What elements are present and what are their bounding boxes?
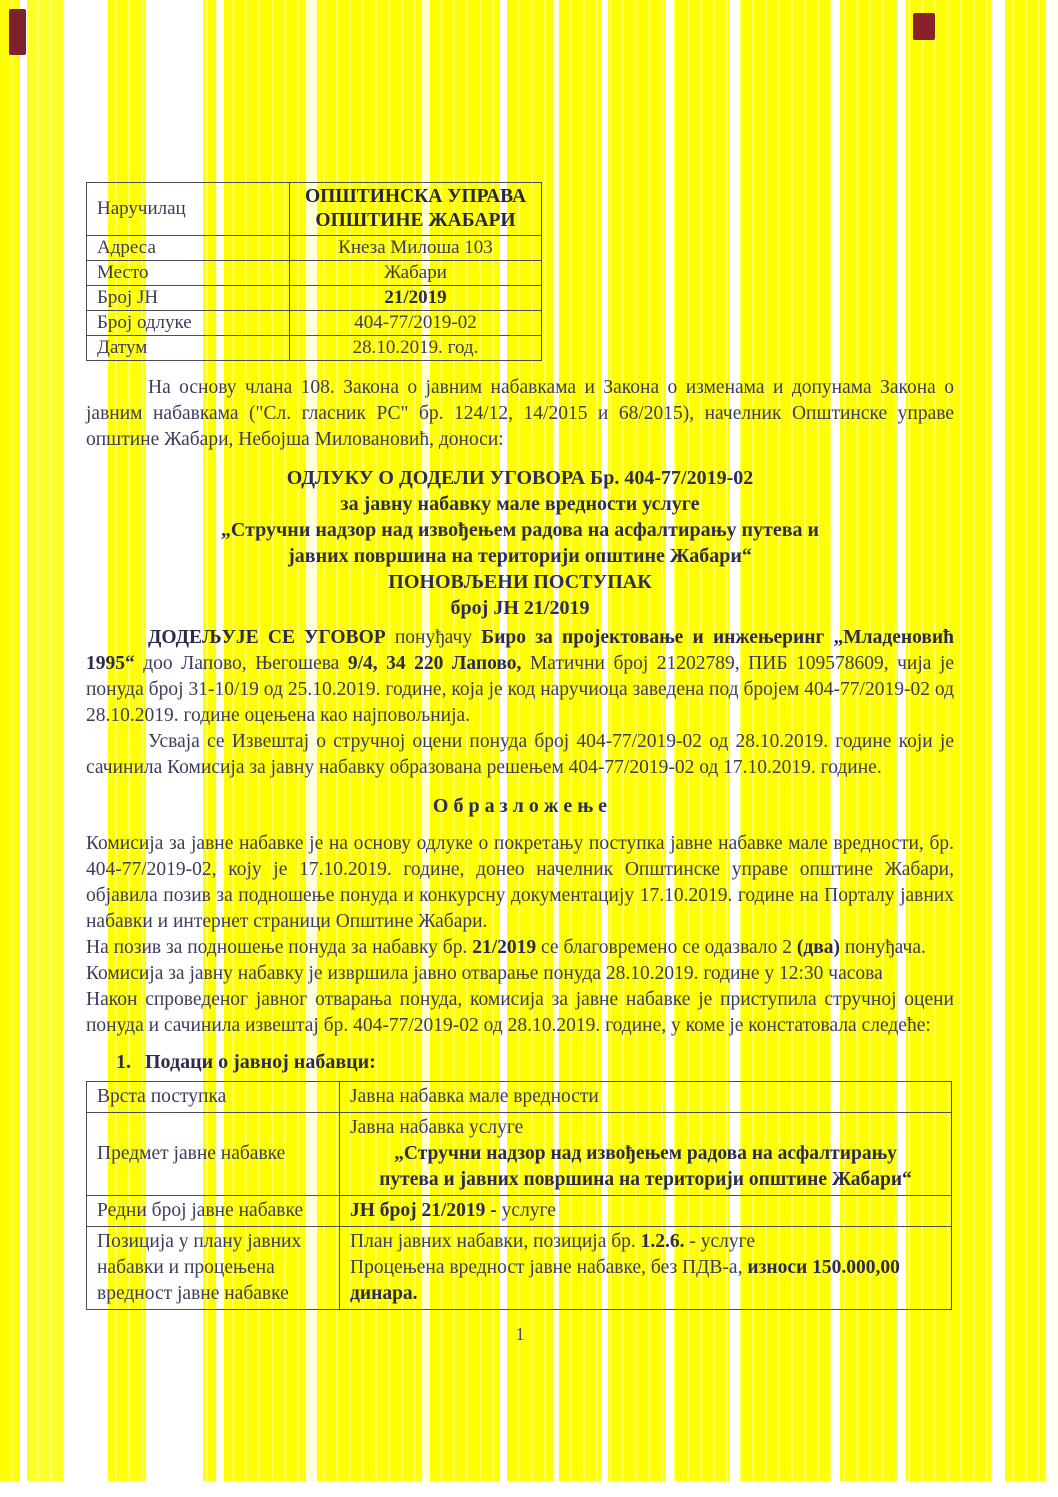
report-adoption-paragraph: Усваја се Извештај о стручној оцени понуда број 404-77/2019-02 од 28.10.2019. године који је сачинила Комисија за јавну набавку образована решењем 404-77/2019-02 од 17.10.2019. године.	[86, 731, 954, 778]
section-number: 1.	[116, 1051, 131, 1073]
place-value: Жабари	[290, 261, 542, 286]
procurement-number-value: 21/2019	[290, 286, 542, 311]
table-row	[87, 1196, 952, 1227]
table-row	[87, 311, 542, 336]
decision-title-line: за јавну набавку мале вредности услуге	[340, 493, 700, 515]
decision-number-label: Број одлуке	[87, 311, 290, 336]
decision-title-line: ПОНОВЉЕНИ ПОСТУПАК	[388, 571, 652, 593]
table-row	[87, 336, 542, 361]
decision-title-line: број ЈН 21/2019	[450, 597, 590, 619]
authority-name-line2: ОПШТИНЕ ЖАБАРИ	[315, 210, 516, 231]
subject-value-line2: „Стручни надзор над извођењем радова на асфалтирању	[394, 1143, 897, 1164]
table-row	[87, 236, 542, 261]
table-row	[87, 286, 542, 311]
subject-value	[340, 1113, 952, 1196]
decision-number-value: 404-77/2019-02	[290, 311, 542, 336]
explanation-paragraph-4: Након спроведеног јавног отварања понуда, комисија за јавне набавке је приступила стручној оцени понуда и сачинила извештај бр. 404-77/2019-02 од 28.10.2019. године, у коме је констатовала следеће:	[86, 989, 954, 1036]
award-paragraph: ДОДЕЉУЈЕ СЕ УГОВОР понуђачу Биро за пројектовање и инжењеринг „Младеновић 1995“ доо Лапово, Његошева 9/4, 34 220 Лапово, Матични број 21202789, ПИБ 109578609, чија је понуда број 31-10/19 од 25.10.2019. године, која је код наручиоца заведена под бројем 404-77/2019-02 од 28.10.2019. године оцењена као најповољнија.	[86, 627, 954, 726]
ordinal-number-label: Редни број јавне набавке	[87, 1196, 340, 1227]
plan-position-line1: План јавних набавки, позиција бр. 1.2.6. - услуге	[350, 1231, 756, 1252]
scan-artifact-mark	[913, 13, 935, 40]
explanation-heading: О б р а з л о ж е њ е	[432, 795, 608, 817]
table-row	[87, 1082, 952, 1113]
explanation-paragraph-1: Комисија за јавне набавке је на основу одлуке о покретању поступка јавне набавке мале вредности, бр. 404-77/2019-02, коју је 17.10.2019. године, донео начелник Општинске управе општине Жабари, објавила позив за подношење понуда и конкурсну документацију 17.10.2019. године на Порталу јавних набавки и интернет страници Општине Жабари.	[86, 833, 954, 932]
table-row	[87, 261, 542, 286]
date-label: Датум	[87, 336, 290, 361]
ordinal-number-value: ЈН број 21/2019 - услуге	[340, 1196, 952, 1227]
procurement-info-table	[86, 1081, 952, 1310]
authority-name-line1: ОПШТИНСКА УПРАВА	[304, 186, 527, 207]
decision-title-line: јавних површина на територији општине Жабари“	[288, 545, 752, 567]
procurement-number-label: Број ЈН	[87, 286, 290, 311]
plan-position-value	[340, 1227, 952, 1310]
subject-value-line1: Јавна набавка услуге	[350, 1117, 524, 1138]
subject-value-line3: путева и јавних површина на територији општине Жабари“	[379, 1169, 912, 1190]
plan-position-line2: Процењена вредност јавне набавке, без ПДВ-а, износи 150.000,00 динара.	[350, 1257, 900, 1304]
explanation-paragraph-2: На позив за подношење понуда за набавку бр. 21/2019 се благовремено се одазвало 2 (два) понуђача.	[86, 937, 926, 958]
contracting-authority-table	[86, 182, 542, 361]
authority-label: Наручилац	[87, 183, 290, 236]
document-content	[86, 182, 954, 1345]
procedure-type-value: Јавна набавка мале вредности	[340, 1082, 952, 1113]
place-label: Место	[87, 261, 290, 286]
date-value: 28.10.2019. год.	[290, 336, 542, 361]
decision-title-block	[86, 465, 954, 621]
procedure-type-label: Врста поступка	[87, 1082, 340, 1113]
authority-value	[290, 183, 542, 236]
section-title-text: Подаци о јавној набавци:	[145, 1051, 376, 1073]
plan-position-label: Позиција у плану јавних набавки и процењена вредност јавне набавке	[87, 1227, 340, 1310]
explanation-paragraph-3: Комисија за јавну набавку је извршила јавно отварање понуда 28.10.2019. године у 12:30 часова	[86, 963, 883, 984]
legal-basis-paragraph: На основу члана 108. Закона о јавним набавкама и Закона о изменама и допунама Закона о јавним набавкама ("Сл. гласник РС" бр. 124/12, 14/2015 и 68/2015), начелник Општинске управе општине Жабари, Небојша Миловановић, доноси:	[86, 377, 954, 450]
section-1-title	[116, 1049, 954, 1075]
decision-title-line: „Стручни надзор над извођењем радова на асфалтирању путева и	[220, 519, 820, 541]
table-row	[87, 1227, 952, 1310]
table-row	[87, 1113, 952, 1196]
subject-label: Предмет јавне набавке	[87, 1113, 340, 1196]
scan-artifact-mark	[9, 9, 26, 55]
decision-title-line: ОДЛУКУ О ДОДЕЛИ УГОВОРА Бр. 404-77/2019-02	[286, 467, 754, 489]
address-value: Кнеза Милоша 103	[290, 236, 542, 261]
page-number: 1	[515, 1324, 525, 1344]
address-label: Адреса	[87, 236, 290, 261]
table-row	[87, 183, 542, 236]
